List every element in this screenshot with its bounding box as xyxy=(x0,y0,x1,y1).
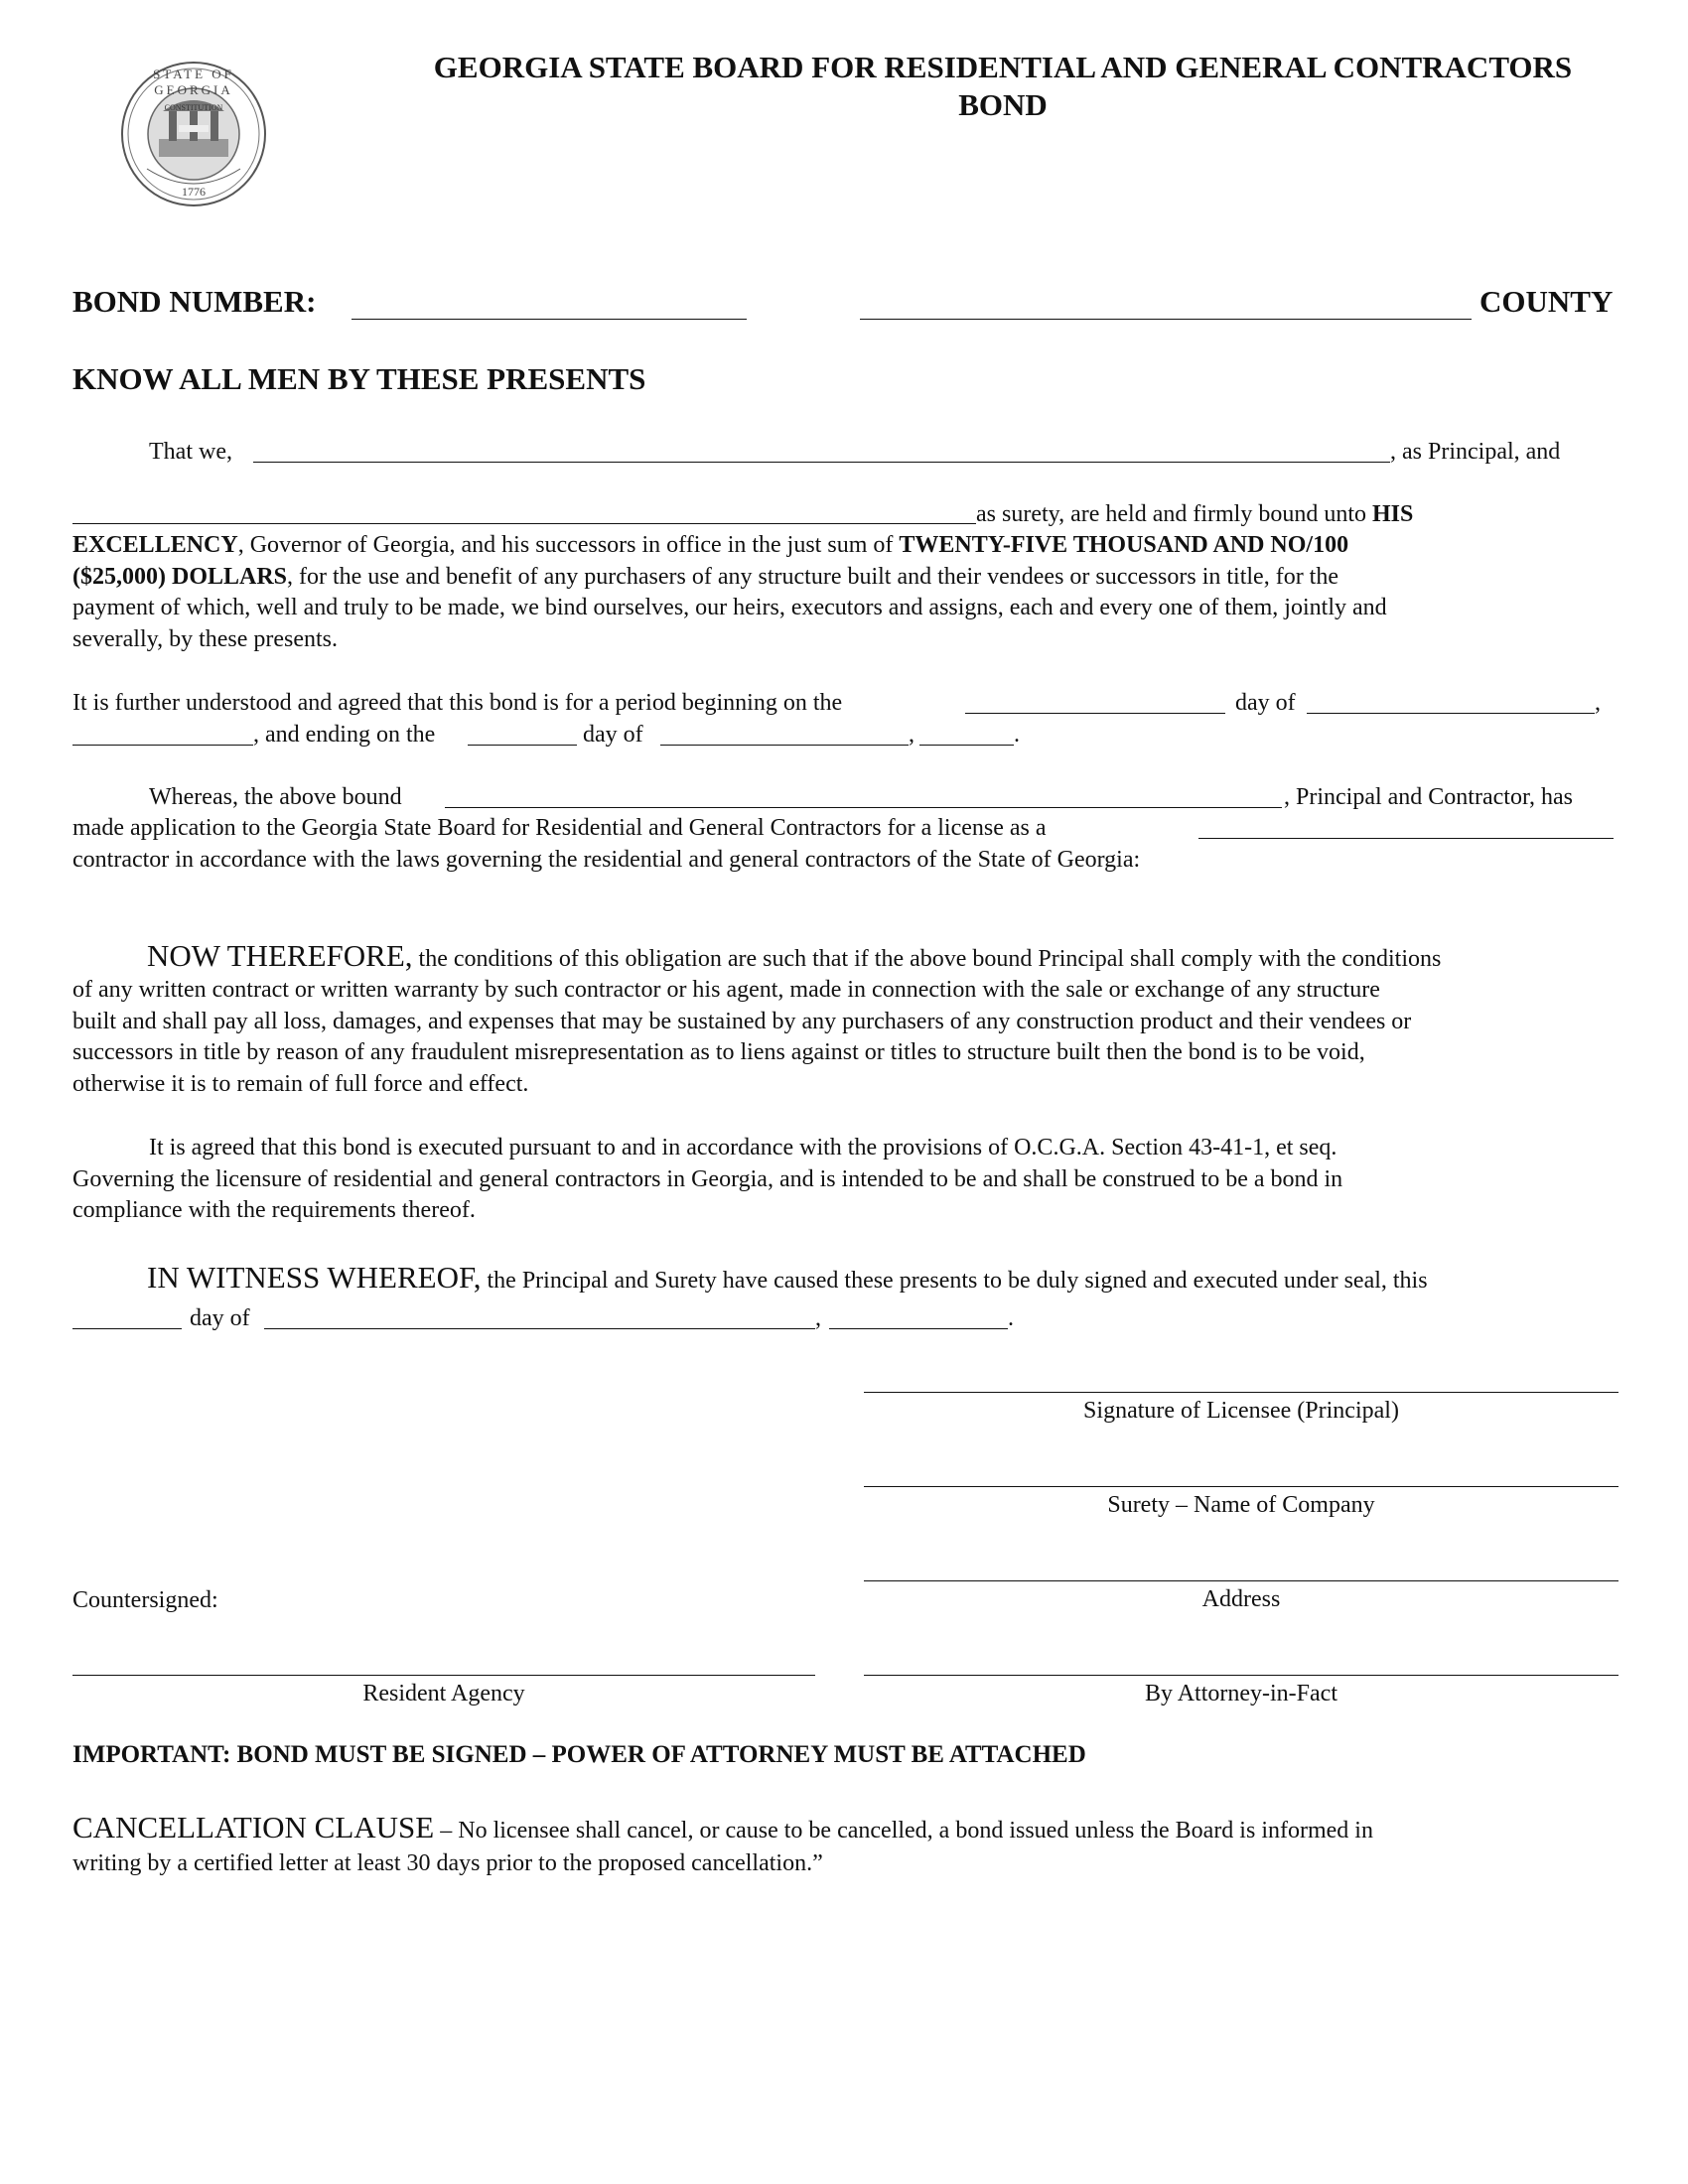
county-label: COUNTY xyxy=(1479,284,1614,319)
para4-line2: of any written contract or written warranty by such contractor or his agent, made in connection with the sale or exchange of any structure xyxy=(72,977,1380,1003)
cancellation-line2: writing by a certified letter at least 30 days prior to the proposed cancellation.” xyxy=(72,1850,823,1876)
countersigned-label: Countersigned: xyxy=(72,1587,218,1613)
para4-line4: successors in title by reason of any fraudulent misrepresentation as to liens against or titles to structure built then the bond is to be void, xyxy=(72,1039,1365,1065)
county-field[interactable] xyxy=(860,319,1472,320)
that-we-text: That we, xyxy=(149,439,232,465)
principal-name-field[interactable] xyxy=(253,462,1390,463)
day-of-text-2: day of xyxy=(583,722,643,748)
seal-center-text: CONSTITUTION xyxy=(164,103,223,112)
para5-line2: Governing the licensure of residential and general contractors in Georgia, and is intended to be and shall be construed to be a bond in xyxy=(72,1166,1343,1192)
para4-line1: NOW THEREFORE, the conditions of this obligation are such that if the above bound Principal shall comply with the conditions xyxy=(147,938,1442,973)
witness-month-field[interactable] xyxy=(264,1328,815,1329)
beginning-day-field[interactable] xyxy=(965,713,1225,714)
whereas-text: Whereas, the above bound xyxy=(149,784,402,810)
seal-year: 1776 xyxy=(182,185,206,199)
licensee-signature-caption: Signature of Licensee (Principal) xyxy=(1083,1398,1399,1424)
para3-line2: made application to the Georgia State Board for Residential and General Contractors for a license as a xyxy=(72,815,1047,841)
section-heading: KNOW ALL MEN BY THESE PRESENTS xyxy=(72,361,646,396)
ending-month-field[interactable] xyxy=(660,745,909,746)
bond-number-field[interactable] xyxy=(352,319,747,320)
para4-line5: otherwise it is to remain of full force and effect. xyxy=(72,1071,529,1097)
para6-line1: IN WITNESS WHEREOF, the Principal and Surety have caused these presents to be duly signed and executed under seal, this xyxy=(147,1260,1428,1295)
beginning-month-field[interactable] xyxy=(1307,713,1595,714)
ending-year-field[interactable] xyxy=(919,745,1014,746)
para1-line4: payment of which, well and truly to be made, we bind ourselves, our heirs, executors and assigns, each and every one of them, jointly and xyxy=(72,595,1387,620)
cancellation-line1: CANCELLATION CLAUSE – No licensee shall cancel, or cause to be cancelled, a bond issued unless the Board is informed in xyxy=(72,1810,1373,1844)
and-ending-text: , and ending on the xyxy=(253,722,436,748)
page-title: GEORGIA STATE BOARD FOR RESIDENTIAL AND GENERAL CONTRACTORS xyxy=(433,50,1573,84)
period-text: . xyxy=(1014,722,1020,748)
para1-line1-end: as surety, are held and firmly bound unto HIS xyxy=(976,501,1414,527)
attorney-in-fact-field[interactable] xyxy=(864,1675,1618,1676)
comma-text: , xyxy=(1595,690,1601,716)
license-type-field[interactable] xyxy=(1198,838,1614,839)
para3-line3: contractor in accordance with the laws governing the residential and general contractors of the State of Georgia: xyxy=(72,847,1141,873)
beginning-year-field[interactable] xyxy=(72,745,253,746)
as-principal-text: , as Principal, and xyxy=(1390,439,1561,465)
licensee-signature-field[interactable] xyxy=(864,1392,1618,1393)
witness-period: . xyxy=(1008,1305,1014,1331)
surety-name-field[interactable] xyxy=(72,523,976,524)
para5-line1: It is agreed that this bond is executed pursuant to and in accordance with the provisions of O.C.G.A. Section 43-41-1, et seq. xyxy=(149,1135,1337,1160)
address-field[interactable] xyxy=(864,1580,1618,1581)
witness-day-of-text: day of xyxy=(190,1305,250,1331)
important-notice: IMPORTANT: BOND MUST BE SIGNED – POWER OF ATTORNEY MUST BE ATTACHED xyxy=(72,1741,1086,1768)
attorney-in-fact-caption: By Attorney-in-Fact xyxy=(1145,1681,1337,1706)
principal-contractor-text: , Principal and Contractor, has xyxy=(1284,784,1573,810)
resident-agency-field[interactable] xyxy=(72,1675,815,1676)
principal-contractor-field[interactable] xyxy=(445,807,1282,808)
para1-line2: EXCELLENCY, Governor of Georgia, and his successors in office in the just sum of TWENTY-FIVE THOUSAND AND NO/100 xyxy=(72,532,1349,558)
surety-company-caption: Surety – Name of Company xyxy=(1107,1492,1375,1518)
para5-line3: compliance with the requirements thereof. xyxy=(72,1197,476,1223)
para4-line3: built and shall pay all loss, damages, and expenses that may be sustained by any purchasers of any construction product and their vendees or xyxy=(72,1009,1412,1034)
page-subtitle: BOND xyxy=(958,87,1048,122)
seal-top-text: STATE OF GEORGIA xyxy=(153,67,234,97)
surety-company-field[interactable] xyxy=(864,1486,1618,1487)
para1-line3: ($25,000) DOLLARS, for the use and benefit of any purchasers of any structure built and their vendees or successors in title, for the xyxy=(72,564,1339,590)
witness-year-field[interactable] xyxy=(829,1328,1008,1329)
para2-text1: It is further understood and agreed that this bond is for a period beginning on the xyxy=(72,690,843,716)
para1-line5: severally, by these presents. xyxy=(72,626,339,652)
day-of-text: day of xyxy=(1235,690,1296,716)
ending-day-field[interactable] xyxy=(468,745,577,746)
witness-comma: , xyxy=(815,1305,821,1331)
comma-text-2: , xyxy=(909,722,914,748)
address-caption: Address xyxy=(1201,1586,1281,1612)
bond-number-label: BOND NUMBER: xyxy=(72,284,317,319)
resident-agency-caption: Resident Agency xyxy=(362,1681,525,1706)
witness-day-field[interactable] xyxy=(72,1328,182,1329)
